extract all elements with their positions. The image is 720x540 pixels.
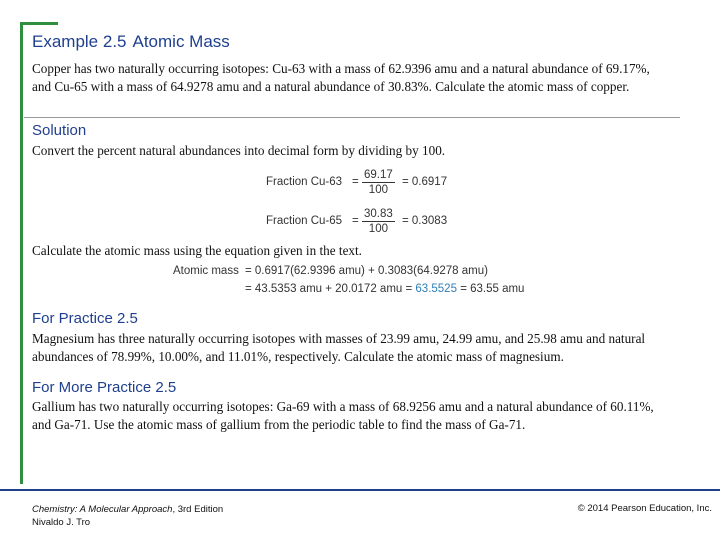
footer-author: Nivaldo J. Tro <box>32 517 91 528</box>
fraction2-label: Fraction Cu-65 <box>266 215 343 227</box>
footer-divider <box>0 489 720 491</box>
example-number: Example 2.5 <box>32 32 127 51</box>
solution-heading: Solution <box>32 122 87 139</box>
equation-line2-suffix: = 63.55 amu <box>460 283 525 295</box>
example-name: Atomic Mass <box>132 32 230 51</box>
fraction1-result: = 0.6917 <box>402 176 448 188</box>
equation-label: Atomic mass <box>173 265 239 277</box>
fraction1-eq: = <box>352 176 359 188</box>
section-divider <box>24 117 680 118</box>
corner-accent-horizontal <box>20 22 58 25</box>
equation-line2 <box>245 283 524 295</box>
footer-book-title: Chemistry: A Molecular Approach <box>32 504 173 515</box>
footer-edition: , 3rd Edition <box>172 504 224 515</box>
practice-heading: For Practice 2.5 <box>32 310 138 327</box>
fraction1-fraction <box>362 168 395 197</box>
fraction2-eq: = <box>352 215 359 227</box>
solution-step1: Convert the percent natural abundances into decimal form by dividing by 100. <box>32 143 446 158</box>
footer-citation <box>32 503 223 529</box>
fraction2-fraction <box>362 207 395 236</box>
fraction1-label: Fraction Cu-63 <box>266 176 343 188</box>
corner-accent-vertical <box>20 22 23 484</box>
example-title <box>32 32 230 52</box>
practice-text: Magnesium has three naturally occurring isotopes with masses of 23.99 amu, 24.99 amu, and 25.98 amu and natural abundances of 78.99%, 10.00%, and 11.01%, respectively. Calculate the atomic mass of magnesium. <box>32 331 646 364</box>
problem-text: Copper has two naturally occurring isotopes: Cu-63 with a mass of 62.9396 amu and a natural abundance of 69.17%, and Cu-65 with a mass of 64.9278 amu and a natural abundance of 30.83%. Calculate the atomic mass of copper. <box>32 61 650 94</box>
fraction1-numerator: 69.17 <box>364 169 393 181</box>
fraction2-denominator: 100 <box>368 223 388 235</box>
fraction2-numerator: 30.83 <box>364 208 393 220</box>
footer-copyright: © 2014 Pearson Education, Inc. <box>577 503 712 514</box>
more-practice-text: Gallium has two naturally occurring isotopes: Ga-69 with a mass of 68.9256 amu and a natural abundance of 60.11%, and Ga-71. Use the atomic mass of gallium from the periodic table to find the mass of Ga-71. <box>32 399 654 432</box>
fraction1-denominator: 100 <box>368 184 388 196</box>
fraction2-result: = 0.3083 <box>402 215 448 227</box>
equation-line1: = 0.6917(62.9396 amu) + 0.3083(64.9278 amu) <box>245 265 488 277</box>
equation-line2-prefix: = 43.5353 amu + 20.0172 amu = <box>245 283 413 295</box>
solution-step2: Calculate the atomic mass using the equation given in the text. <box>32 243 362 258</box>
more-practice-heading: For More Practice 2.5 <box>32 379 177 396</box>
equation-line2-highlight: 63.5525 <box>415 283 457 295</box>
